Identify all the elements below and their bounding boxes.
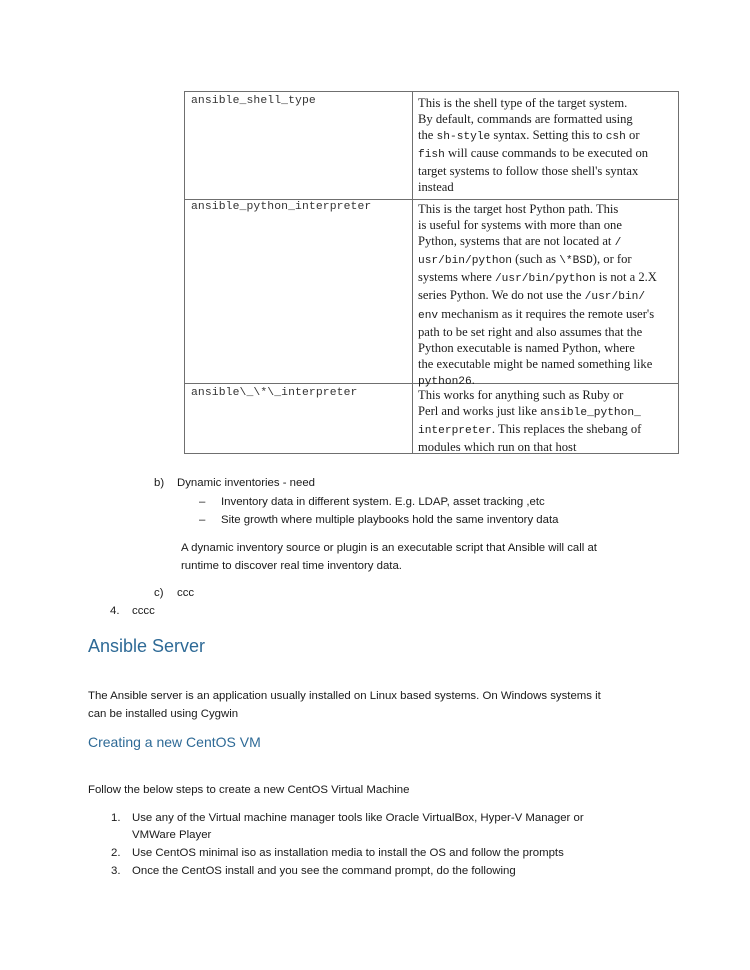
list-marker: c) (154, 587, 164, 599)
paragraph-line: Follow the below steps to create a new CentOS Virtual Machine (88, 784, 410, 796)
list-marker: 2. (111, 847, 121, 859)
table-desc-cell: This is the target host Python path. This is useful for systems with more than one Python, systems that are not located at / usr/bin/python (such as \*BSD), or for systems where /usr/bin/python is not a 2.X series Python. We do not use the /usr/bin/ env mechanism as it requires the remote user's path to be set right and also assumes that the Python executable is named Python, where the executable might be named something like python26. (418, 202, 657, 388)
paragraph-line: The Ansible server is an application usually installed on Linux based systems. On Windows systems it (88, 690, 601, 702)
paragraph-line: A dynamic inventory source or plugin is an executable script that Ansible will call at (181, 542, 597, 554)
subsection-heading: Creating a new CentOS VM (88, 734, 261, 750)
table-desc-cell: This is the shell type of the target system. By default, commands are formatted using the sh-style syntax. Setting this to csh or fish will cause commands to be executed on target systems to follow those shell's syntax instead (418, 96, 649, 195)
list-marker: b) (154, 477, 165, 489)
ansible-variables-table (184, 91, 679, 454)
paragraph-line: can be installed using Cygwin (88, 708, 239, 720)
list-item-dynamic-inventories: Dynamic inventories - need (177, 477, 316, 489)
table-key-cell: ansible_python_interpreter (191, 201, 372, 213)
paragraph-line: runtime to discover real time inventory data. (181, 560, 402, 572)
table-column-divider (412, 92, 413, 453)
step-item-continuation: VMWare Player (132, 829, 212, 841)
step-item: Use any of the Virtual machine manager tools like Oracle VirtualBox, Hyper-V Manager or (132, 812, 584, 824)
list-item: cccc (132, 605, 155, 617)
bullet-item: Inventory data in different system. E.g. LDAP, asset tracking ,etc (221, 496, 545, 508)
table-key-cell: ansible\_\*\_interpreter (191, 387, 358, 399)
list-marker: 1. (111, 812, 121, 824)
step-item: Once the CentOS install and you see the command prompt, do the following (132, 865, 516, 877)
list-marker: 3. (111, 865, 121, 877)
section-heading: Ansible Server (88, 636, 206, 656)
table-row-divider (185, 199, 678, 200)
table-desc-cell: This works for anything such as Ruby or Perl and works just like ansible_python_ interpreter. This replaces the shebang of modules which run on that host (418, 388, 642, 455)
bullet-item: Site growth where multiple playbooks hold the same inventory data (221, 514, 559, 526)
bullet-marker: – (199, 514, 206, 526)
step-item: Use CentOS minimal iso as installation media to install the OS and follow the prompts (132, 847, 564, 859)
list-marker: 4. (110, 605, 120, 617)
list-item: ccc (177, 587, 195, 599)
table-key-cell: ansible_shell_type (191, 95, 316, 107)
bullet-marker: – (199, 496, 206, 508)
